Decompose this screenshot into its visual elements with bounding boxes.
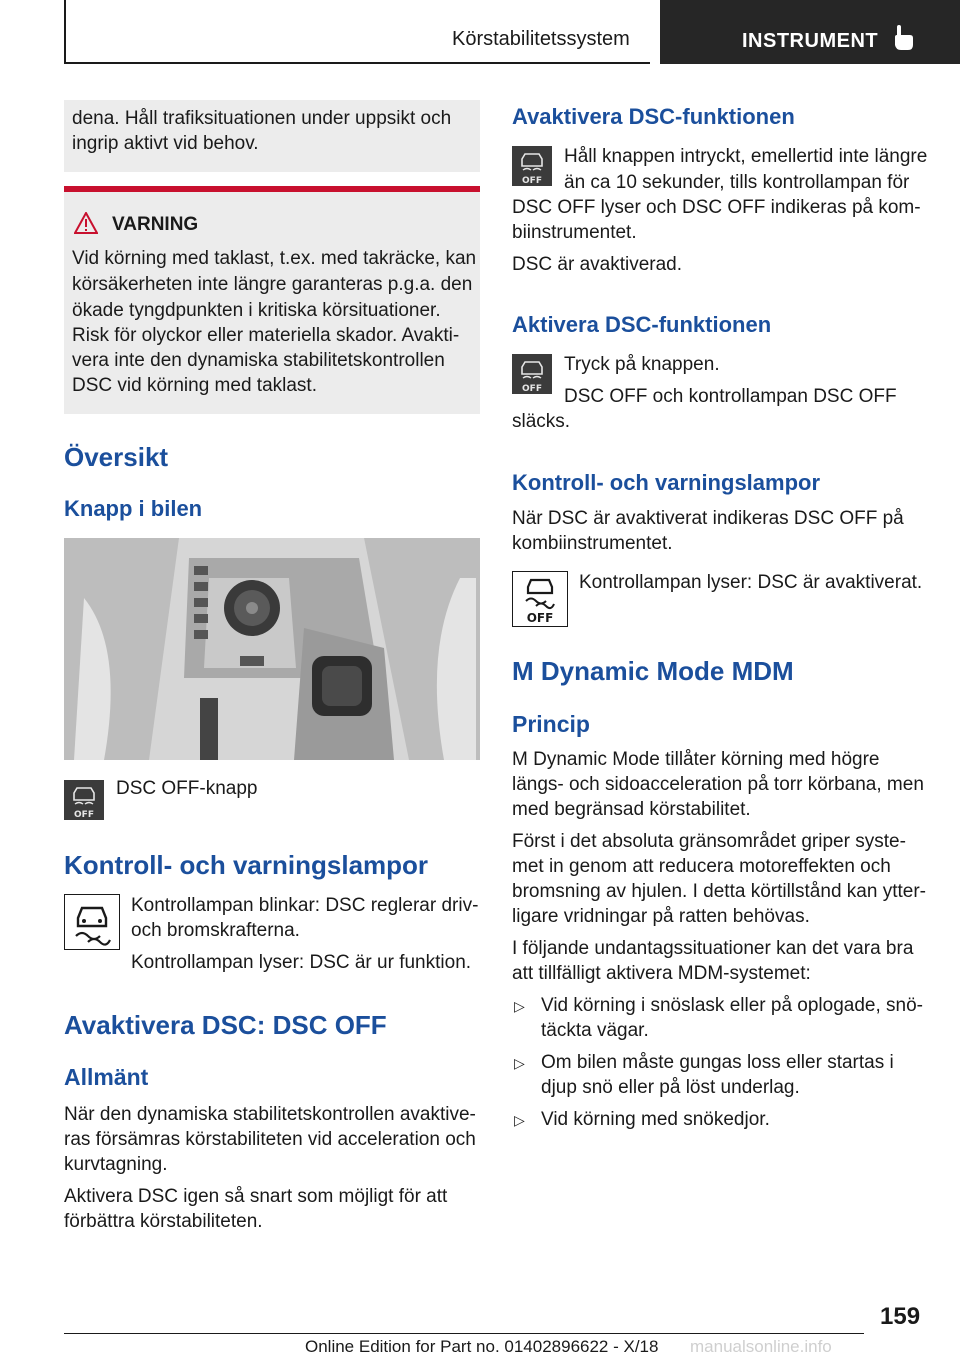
kontroll-lamp-text: Kontrollampan lyser: DSC är avaktiverat. [579,572,923,593]
kontroll-left-line-3: Kontrollampan lyser: DSC är ur funktion. [131,952,472,973]
kontroll-right-line-2: kombiinstrumentet. [512,533,673,554]
heading-oversikt: Översikt [64,442,169,472]
bullet-2-line-1: Om bilen måste gungas loss eller startas i [541,1052,894,1073]
dsc-off-button-icon [64,780,104,820]
dsc-warning-lamp-icon [64,894,120,950]
dsc-off-button-icon [512,354,552,394]
header-section-title: Körstabilitetssystem [452,28,630,50]
caption-dsc-off: DSC OFF-knapp [116,778,258,799]
warning-title: VARNING [112,214,199,235]
bullet-1-line-1: Vid körning i snöslask eller på oplogade, snö- [541,995,923,1016]
header-rule-left [64,0,66,64]
heading-kontroll-left: Kontroll- och varningslampor [64,850,429,880]
dsc-off-button-icon [512,146,552,186]
heading-avaktivera-dsc: Avaktivera DSC: DSC OFF [64,1010,387,1040]
allmant-line-2: ras försämras körstabiliteten vid acceleration och [64,1129,476,1150]
footer-rule [64,1333,864,1334]
avakt-done: DSC är avaktiverad. [512,254,683,275]
akt-func-line-3: släcks. [512,411,571,432]
warning-line-2: körsäkerheten inte längre garanteras p.g.a. den [72,274,473,295]
avakt-func-line-3: DSC OFF lyser och DSC OFF indikeras på kom- [512,197,921,218]
heading-princip: Princip [512,711,590,737]
header-rule-bottom [64,62,650,64]
bullet-triangle-icon: ▷ [514,998,525,1014]
kontroll-left-line-2: och bromskrafterna. [131,920,300,941]
dsc-off-label: OFF [74,810,94,820]
avakt-func-line-1: Håll knappen intryckt, emellertid inte längre [564,146,928,167]
heading-kontroll-right: Kontroll- och varningslampor [512,470,821,495]
intro-line-1: dena. Håll trafiksituationen under uppsikt och [72,108,452,129]
header-chapter-tab [660,0,960,64]
heading-avaktivera-funktion: Avaktivera DSC-funktionen [512,104,795,129]
avakt-func-line-4: biinstrumentet. [512,222,637,243]
foljande-line-2: att tillfälligt aktivera MDM-systemet: [512,963,811,984]
warning-line-3: ökade tyngdpunkten i kritiska körsituationer. [72,300,441,321]
warning-line-5: vera inte den dynamiska stabilitetskontrollen [72,350,445,371]
princip-line-2: längs- och sidoacceleration på torr körbana, men [512,774,924,795]
header-chapter-label: INSTRUMENT [742,30,879,52]
allmant-line-3: kurvtagning. [64,1154,168,1175]
heading-mdm: M Dynamic Mode MDM [512,656,794,686]
footer-edition: Online Edition for Part no. 01402896622 - X/18 [305,1337,659,1356]
forst-line-1: Först i det absoluta gränsområdet griper syste- [512,831,906,852]
bullet-3-line-1: Vid körning med snökedjor. [541,1109,770,1130]
heading-aktivera-funktion: Aktivera DSC-funktionen [512,312,772,337]
intro-line-2: ingrip aktivt vid behov. [72,133,259,154]
akt-func-line-2: DSC OFF och kontrollampan DSC OFF [564,386,897,407]
forst-line-4: ligare vridningar på ratten behövas. [512,906,810,927]
kontroll-right-line-1: När DSC är avaktiverat indikeras DSC OFF på [512,508,904,529]
dsc-off-lamp-label: OFF [526,611,554,625]
princip-line-3: med begränsad körstabilitet. [512,799,751,820]
heading-allmant: Allmänt [64,1064,149,1090]
kontroll-left-line-1: Kontrollampan blinkar: DSC reglerar driv- [131,895,479,916]
dsc-off-label: OFF [522,384,542,394]
dsc-off-lamp-icon [512,571,568,627]
princip-line-1: M Dynamic Mode tillåter körning med högre [512,749,880,770]
page-number: 159 [880,1303,921,1330]
bullet-2-line-2: djup snö eller på löst underlag. [541,1077,800,1098]
warning-line-4: Risk för olyckor eller materiella skador. Avakti- [72,325,460,346]
bullet-triangle-icon: ▷ [514,1112,525,1128]
pointing-hand-icon [894,25,914,51]
aktivera-line-2: förbättra körstabiliteten. [64,1211,263,1232]
akt-func-line-1: Tryck på knappen. [564,354,720,375]
forst-line-3: bromsning av hjulen. I detta körtillstånd kan ytter- [512,881,926,902]
allmant-line-1: När den dynamiska stabilitetskontrollen avaktive- [64,1104,476,1125]
forst-line-2: met in genom att reducera motoreffekten och [512,856,891,877]
heading-knapp-i-bilen: Knapp i bilen [64,496,203,521]
avakt-func-line-2: än ca 10 sekunder, tills kontrollampan för [564,172,910,193]
warning-triangle-icon [74,212,98,234]
foljande-line-1: I följande undantagssituationer kan det vara bra [512,938,914,959]
bullet-triangle-icon: ▷ [514,1055,525,1071]
aktivera-line-1: Aktivera DSC igen så snart som möjligt för att [64,1186,448,1207]
car-console-illustration [64,538,480,760]
footer-watermark: manualsonline.info [690,1337,832,1356]
warning-line-6: DSC vid körning med taklast. [72,375,317,396]
warning-line-1: Vid körning med taklast, t.ex. med takräcke, kan [72,248,477,269]
dsc-off-label: OFF [522,176,542,186]
bullet-1-line-2: täckta vägar. [541,1020,649,1041]
